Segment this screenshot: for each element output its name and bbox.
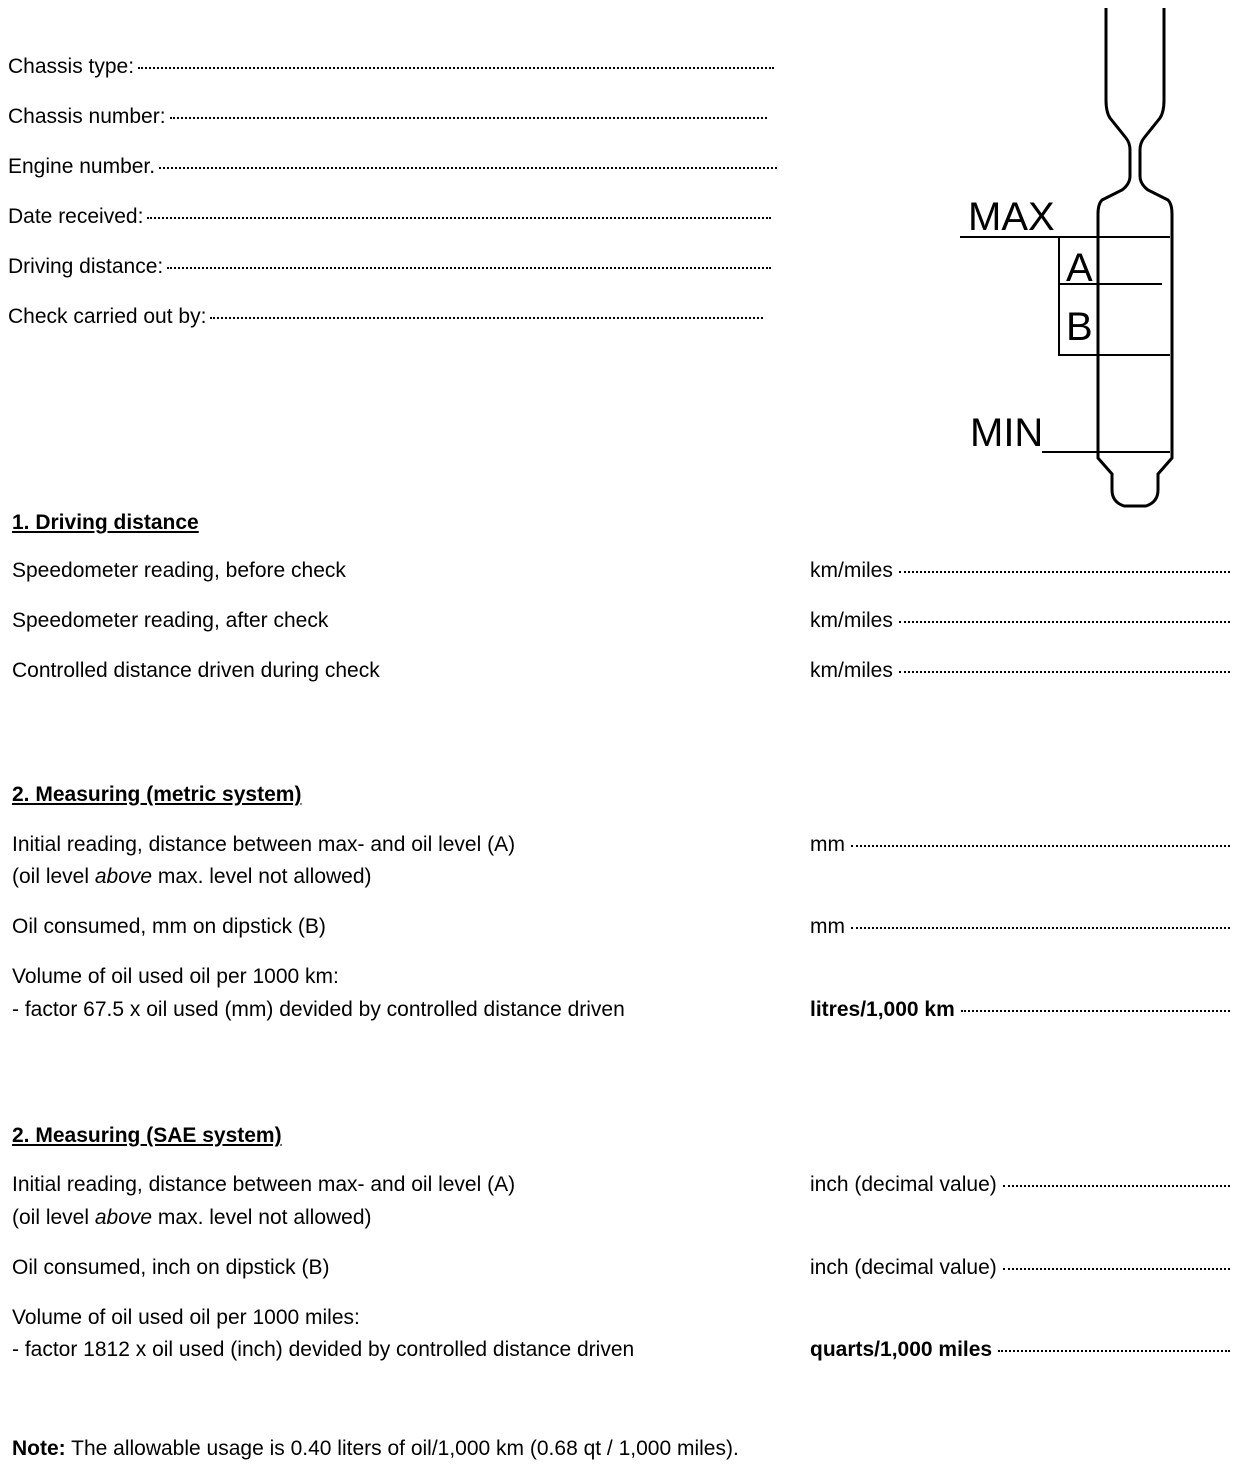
chassis-type-label: Chassis type: <box>8 55 135 78</box>
metric-initial-unit-field <box>810 832 1230 858</box>
sae-note-post: max. level not allowed) <box>152 1206 372 1229</box>
note-prefix: Note: <box>12 1437 66 1460</box>
engine-number-label: Engine number. <box>8 155 156 178</box>
allowable-usage-note <box>12 1436 739 1462</box>
sae-note-emphasis: above <box>94 1206 153 1229</box>
metric-volume-unit-field <box>810 997 1230 1023</box>
driving-distance-fill-line <box>167 267 771 269</box>
speedometer-before-unit: km/miles <box>810 559 893 582</box>
sae-initial-unit-field <box>810 1172 1230 1198</box>
driving-distance-field <box>8 254 771 280</box>
sae-oil-consumed-fill-line <box>1003 1268 1230 1270</box>
metric-initial-fill-line <box>851 845 1230 847</box>
metric-volume-formula: - factor 67.5 x oil used (mm) devided by controlled distance driven <box>12 998 625 1021</box>
metric-volume-unit: litres/1,000 km <box>810 998 955 1021</box>
check-carried-out-by-field <box>8 304 763 330</box>
metric-note-post: max. level not allowed) <box>152 865 372 888</box>
sae-initial-reading-note <box>12 1205 372 1231</box>
sae-volume-label: Volume of oil used oil per 1000 miles: <box>12 1306 360 1329</box>
section2-metric-heading: 2. Measuring (metric system) <box>12 783 302 806</box>
date-received-label: Date received: <box>8 205 144 228</box>
sae-oil-consumed-unit: inch (decimal value) <box>810 1256 997 1279</box>
chassis-number-fill-line <box>170 117 767 119</box>
controlled-distance-unit-field <box>810 658 1230 684</box>
metric-initial-reading-label: Initial reading, distance between max- and oil level (A) <box>12 833 516 856</box>
sae-initial-reading-label: Initial reading, distance between max- and oil level (A) <box>12 1173 516 1196</box>
chassis-number-label: Chassis number: <box>8 105 166 128</box>
speedometer-after-label: Speedometer reading, after check <box>12 609 329 632</box>
section2-sae-heading: 2. Measuring (SAE system) <box>12 1124 282 1147</box>
chassis-type-fill-line <box>138 67 774 69</box>
check-carried-out-by-fill-line <box>210 317 763 319</box>
driving-distance-label: Driving distance: <box>8 255 164 278</box>
section1-heading: 1. Driving distance <box>12 511 199 534</box>
speedometer-after-fill-line <box>899 621 1230 623</box>
metric-volume-fill-line <box>961 1010 1230 1012</box>
sae-oil-consumed-unit-field <box>810 1255 1230 1281</box>
sae-volume-unit: quarts/1,000 miles <box>810 1338 993 1361</box>
controlled-distance-label: Controlled distance driven during check <box>12 659 380 682</box>
check-carried-out-by-label: Check carried out by: <box>8 305 207 328</box>
note-text: The allowable usage is 0.40 liters of oil/1,000 km (0.68 qt / 1,000 miles). <box>65 1437 739 1460</box>
engine-number-field <box>8 154 777 180</box>
speedometer-after-unit: km/miles <box>810 609 893 632</box>
sae-note-pre: (oil level <box>12 1206 95 1229</box>
controlled-distance-unit: km/miles <box>810 659 893 682</box>
date-received-field <box>8 204 771 230</box>
min-mark-label: MIN <box>970 411 1044 455</box>
metric-volume-label: Volume of oil used oil per 1000 km: <box>12 965 339 988</box>
chassis-type-field <box>8 54 774 80</box>
date-received-fill-line <box>147 217 771 219</box>
metric-oil-consumed-unit: mm <box>810 915 845 938</box>
engine-number-fill-line <box>159 167 777 169</box>
sae-volume-fill-line <box>998 1350 1230 1352</box>
metric-oil-consumed-unit-field <box>810 914 1230 940</box>
metric-oil-consumed-label: Oil consumed, mm on dipstick (B) <box>12 915 326 938</box>
speedometer-before-label: Speedometer reading, before check <box>12 559 346 582</box>
sae-volume-formula: - factor 1812 x oil used (inch) devided by controlled distance driven <box>12 1338 635 1361</box>
metric-initial-reading-note <box>12 864 372 890</box>
speedometer-before-unit-field <box>810 558 1230 584</box>
sae-volume-unit-field <box>810 1337 1230 1363</box>
controlled-distance-fill-line <box>899 671 1230 673</box>
chassis-number-field <box>8 104 767 130</box>
speedometer-after-unit-field <box>810 608 1230 634</box>
speedometer-before-fill-line <box>899 571 1230 573</box>
metric-initial-unit: mm <box>810 833 845 856</box>
metric-oil-consumed-fill-line <box>851 927 1230 929</box>
sae-initial-fill-line <box>1003 1185 1230 1187</box>
a-mark-label: A <box>1066 246 1093 290</box>
metric-note-pre: (oil level <box>12 865 95 888</box>
max-mark-label: MAX <box>968 195 1055 239</box>
sae-oil-consumed-label: Oil consumed, inch on dipstick (B) <box>12 1256 330 1279</box>
dipstick-diagram <box>940 0 1240 520</box>
b-mark-label: B <box>1066 305 1093 349</box>
metric-note-emphasis: above <box>94 865 153 888</box>
sae-initial-unit: inch (decimal value) <box>810 1173 997 1196</box>
